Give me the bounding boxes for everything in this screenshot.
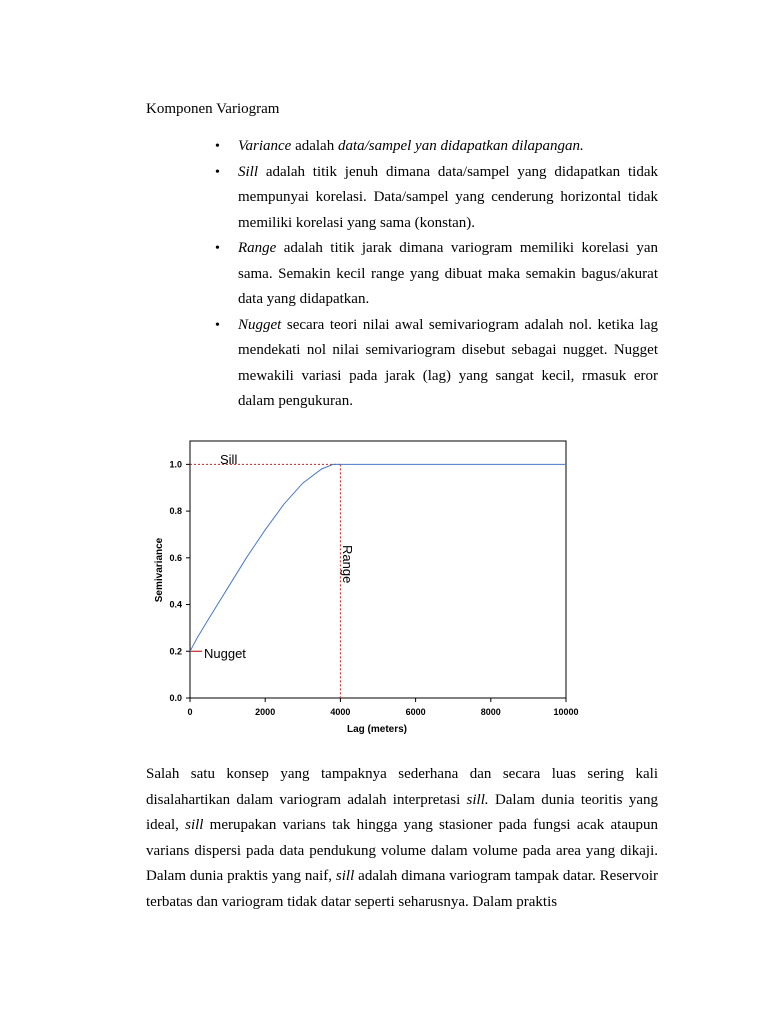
- y-tick-label: 0.2: [169, 646, 182, 657]
- variogram-curve: [190, 464, 566, 651]
- y-tick-label: 1.0: [169, 459, 182, 470]
- bullet-term: Sill: [238, 163, 259, 180]
- x-tick-label: 4000: [330, 707, 351, 717]
- body-paragraph: [146, 762, 658, 916]
- y-tick-label: 0.4: [169, 599, 182, 610]
- bullet-term: Variance: [238, 138, 292, 154]
- x-tick-label: 8000: [480, 707, 501, 717]
- para-text: Dalam dunia teoritis yang ideal,: [146, 791, 658, 834]
- para-text: Salah satu konsep yang tampaknya sederhana dan secara luas sering kali disalahartikan dalam variogram adalah interpretasi: [146, 766, 658, 808]
- bullet-term: Nugget: [238, 316, 282, 333]
- nugget-label: Nugget: [204, 646, 246, 661]
- plot-area: [169, 441, 578, 717]
- bullet-list: [214, 134, 658, 415]
- bullet-variance: [214, 134, 658, 160]
- bullet-text: adalah titik jarak dimana variogram memiliki korelasi yan sama. Semakin kecil range yang dibuat maka semakin bagus/akurat data yang didapatkan.: [238, 240, 658, 307]
- variogram-chart: [140, 435, 600, 745]
- x-tick-label: 0: [187, 707, 193, 717]
- x-tick-label: 6000: [405, 707, 426, 717]
- bullet-dot-icon: •: [215, 139, 220, 154]
- bullet-text: adalah titik jenuh dimana data/sampel yang didapatkan tidak mempunyai korelasi. Data/sampel yang cenderung horizontal tidak memiliki korelasi yang sama (konstan).: [238, 163, 658, 231]
- y-tick-label: 0.6: [169, 552, 182, 563]
- bullet-term: Range: [238, 240, 277, 256]
- range-label: Range: [340, 545, 355, 584]
- bullet-text-italic: data/sampel yan didapatkan dilapangan.: [337, 138, 584, 154]
- para-italic: sill: [335, 868, 355, 885]
- x-axis-label: Lag (meters): [346, 724, 408, 735]
- bullet-sill: [214, 160, 658, 237]
- para-italic: sill.: [466, 791, 489, 808]
- plot-frame: [190, 441, 566, 698]
- bullet-text: adalah: [291, 138, 338, 154]
- para-text: adalah dimana variogram tampak datar. Reservoir terbatas dan variogram tidak datar seperti seharusnya. Dalam praktis: [146, 868, 658, 910]
- y-axis-label: Semivariance: [154, 537, 165, 603]
- para-text: merupakan varians tak hingga yang stasioner pada fungsi acak ataupun varians dispersi pada data pendukung volume dalam volume pada area yang dikaji. Dalam dunia praktis yang naif,: [146, 817, 658, 885]
- bullet-dot-icon: •: [215, 317, 220, 333]
- bullet-dot-icon: •: [215, 241, 220, 256]
- section-heading: Komponen Variogram: [146, 101, 280, 117]
- para-italic: sill: [185, 817, 204, 834]
- y-tick-label: 0.0: [169, 693, 182, 703]
- bullet-dot-icon: •: [215, 164, 220, 180]
- x-tick-label: 10000: [553, 707, 579, 717]
- y-tick-label: 0.8: [169, 506, 182, 517]
- x-tick-label: 2000: [255, 707, 276, 717]
- bullet-text: secara teori nilai awal semivariogram adalah nol. ketika lag mendekati nol nilai semivariogram disebut sebagai nugget. Nugget mewakili variasi pada jarak (lag) yang sangat kecil, rmasuk eror dalam pengukuran.: [238, 316, 658, 409]
- bullet-range: [214, 236, 658, 313]
- sill-label: Sill: [220, 452, 238, 467]
- bullet-nugget: [214, 313, 658, 415]
